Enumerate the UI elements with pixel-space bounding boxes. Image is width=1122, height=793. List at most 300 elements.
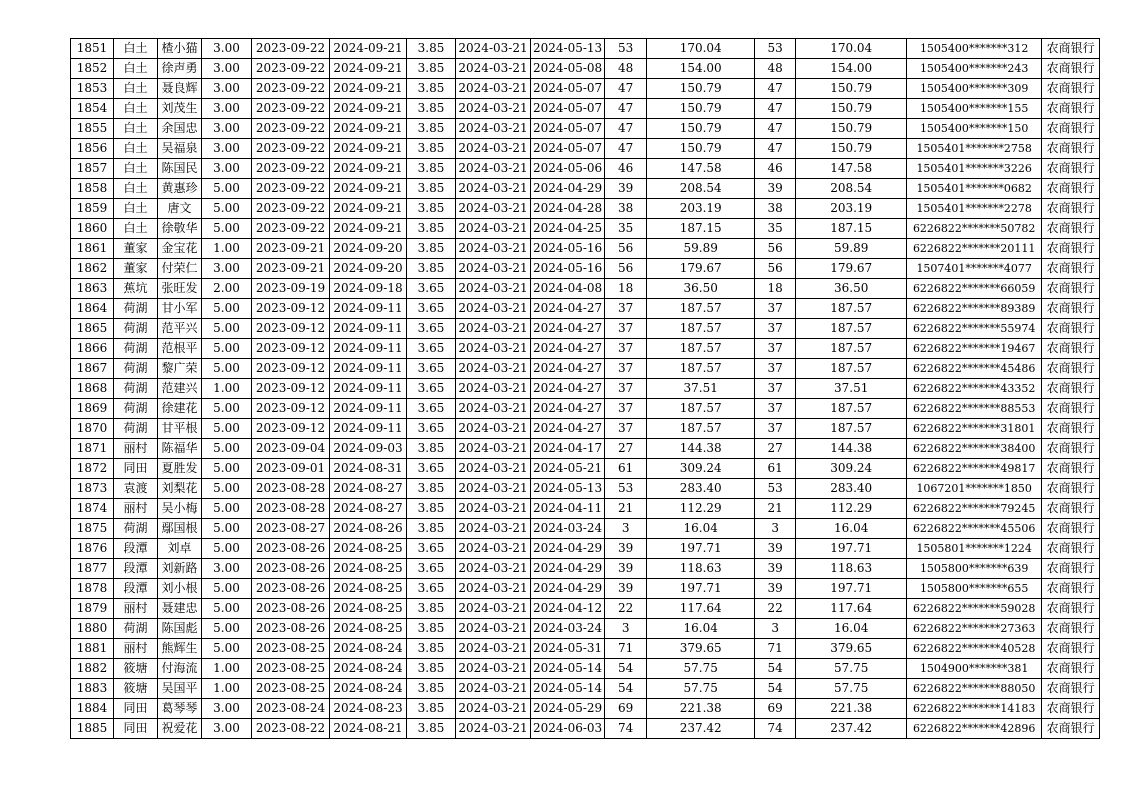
cell-interest-end: 2024-04-29 <box>531 539 605 559</box>
cell-village: 筱塘 <box>114 679 158 699</box>
cell-amount: 187.57 <box>796 399 907 419</box>
cell-interest-end: 2024-05-07 <box>531 99 605 119</box>
cell-start-date: 2023-08-27 <box>252 519 330 539</box>
cell-interest: 117.64 <box>647 599 755 619</box>
cell-amount: 187.57 <box>796 319 907 339</box>
cell-rate: 3.85 <box>407 119 456 139</box>
cell-days-2: 37 <box>755 399 796 419</box>
table-row <box>71 699 1100 719</box>
cell-days-2: 39 <box>755 579 796 599</box>
cell-amount: 283.40 <box>796 479 907 499</box>
table-row <box>71 199 1100 219</box>
cell-row-number: 1860 <box>71 219 114 239</box>
cell-rate: 3.65 <box>407 279 456 299</box>
cell-interest-end: 2024-04-17 <box>531 439 605 459</box>
cell-days: 37 <box>605 399 647 419</box>
cell-row-number: 1856 <box>71 139 114 159</box>
cell-village: 荷湖 <box>114 519 158 539</box>
cell-rate: 3.85 <box>407 719 456 739</box>
cell-interest: 16.04 <box>647 619 755 639</box>
cell-name: 金宝花 <box>158 239 202 259</box>
cell-interest: 118.63 <box>647 559 755 579</box>
cell-bank: 农商银行 <box>1042 519 1100 539</box>
table-row <box>71 299 1100 319</box>
cell-bank: 农商银行 <box>1042 479 1100 499</box>
table-row <box>71 139 1100 159</box>
cell-rate: 3.85 <box>407 699 456 719</box>
cell-amount: 118.63 <box>796 559 907 579</box>
cell-village: 白土 <box>114 119 158 139</box>
cell-rate: 3.85 <box>407 479 456 499</box>
cell-rate: 3.85 <box>407 659 456 679</box>
cell-row-number: 1863 <box>71 279 114 299</box>
cell-principal: 3.00 <box>202 79 252 99</box>
cell-account: 1505401*******3226 <box>907 159 1042 179</box>
cell-days: 3 <box>605 619 647 639</box>
cell-row-number: 1877 <box>71 559 114 579</box>
cell-start-date: 2023-08-28 <box>252 479 330 499</box>
cell-start-date: 2023-08-25 <box>252 679 330 699</box>
cell-end-date: 2024-09-18 <box>330 279 407 299</box>
cell-days-2: 56 <box>755 239 796 259</box>
cell-days: 39 <box>605 179 647 199</box>
cell-bank: 农商银行 <box>1042 299 1100 319</box>
cell-account: 6226822*******40528 <box>907 639 1042 659</box>
cell-end-date: 2024-08-25 <box>330 619 407 639</box>
cell-name: 陈福华 <box>158 439 202 459</box>
cell-amount: 150.79 <box>796 79 907 99</box>
cell-village: 白土 <box>114 159 158 179</box>
cell-account: 1505401*******0682 <box>907 179 1042 199</box>
cell-rate: 3.85 <box>407 79 456 99</box>
cell-rate: 3.85 <box>407 259 456 279</box>
cell-days-2: 54 <box>755 679 796 699</box>
cell-bank: 农商银行 <box>1042 259 1100 279</box>
cell-days: 47 <box>605 99 647 119</box>
cell-interest: 150.79 <box>647 79 755 99</box>
cell-interest-start: 2024-03-21 <box>456 79 531 99</box>
cell-amount: 379.65 <box>796 639 907 659</box>
cell-village: 荷湖 <box>114 419 158 439</box>
cell-interest-end: 2024-05-21 <box>531 459 605 479</box>
cell-bank: 农商银行 <box>1042 139 1100 159</box>
cell-days: 53 <box>605 39 647 59</box>
cell-days-2: 21 <box>755 499 796 519</box>
cell-days: 56 <box>605 259 647 279</box>
cell-name: 聂建忠 <box>158 599 202 619</box>
cell-bank: 农商银行 <box>1042 159 1100 179</box>
cell-interest: 170.04 <box>647 39 755 59</box>
cell-end-date: 2024-09-21 <box>330 59 407 79</box>
cell-end-date: 2024-09-21 <box>330 219 407 239</box>
cell-end-date: 2024-08-24 <box>330 659 407 679</box>
cell-rate: 3.65 <box>407 579 456 599</box>
cell-end-date: 2024-08-31 <box>330 459 407 479</box>
cell-interest-end: 2024-04-27 <box>531 419 605 439</box>
cell-end-date: 2024-08-25 <box>330 559 407 579</box>
cell-start-date: 2023-08-25 <box>252 659 330 679</box>
cell-start-date: 2023-09-22 <box>252 79 330 99</box>
table-row <box>71 159 1100 179</box>
cell-interest-end: 2024-05-14 <box>531 659 605 679</box>
cell-account: 6226822*******55974 <box>907 319 1042 339</box>
cell-rate: 3.85 <box>407 199 456 219</box>
cell-days: 35 <box>605 219 647 239</box>
cell-principal: 5.00 <box>202 459 252 479</box>
cell-amount: 59.89 <box>796 239 907 259</box>
cell-end-date: 2024-09-21 <box>330 159 407 179</box>
cell-account: 6226822*******45506 <box>907 519 1042 539</box>
cell-name: 楂小猫 <box>158 39 202 59</box>
table-row <box>71 619 1100 639</box>
cell-start-date: 2023-09-12 <box>252 299 330 319</box>
cell-name: 甘平根 <box>158 419 202 439</box>
cell-interest-start: 2024-03-21 <box>456 619 531 639</box>
table-row <box>71 599 1100 619</box>
cell-bank: 农商银行 <box>1042 79 1100 99</box>
cell-amount: 150.79 <box>796 139 907 159</box>
cell-row-number: 1868 <box>71 379 114 399</box>
cell-start-date: 2023-09-22 <box>252 119 330 139</box>
cell-days: 18 <box>605 279 647 299</box>
cell-village: 段潭 <box>114 579 158 599</box>
cell-account: 1505400*******243 <box>907 59 1042 79</box>
table-row <box>71 39 1100 59</box>
cell-village: 荷湖 <box>114 619 158 639</box>
cell-name: 刘小根 <box>158 579 202 599</box>
cell-start-date: 2023-08-26 <box>252 619 330 639</box>
cell-amount: 187.57 <box>796 419 907 439</box>
cell-row-number: 1883 <box>71 679 114 699</box>
cell-interest-start: 2024-03-21 <box>456 519 531 539</box>
cell-interest: 187.57 <box>647 399 755 419</box>
cell-interest-start: 2024-03-21 <box>456 439 531 459</box>
cell-interest-start: 2024-03-21 <box>456 299 531 319</box>
cell-village: 同田 <box>114 699 158 719</box>
cell-row-number: 1875 <box>71 519 114 539</box>
cell-name: 陈国民 <box>158 159 202 179</box>
cell-rate: 3.85 <box>407 679 456 699</box>
cell-end-date: 2024-09-21 <box>330 179 407 199</box>
cell-rate: 3.65 <box>407 539 456 559</box>
cell-principal: 3.00 <box>202 259 252 279</box>
cell-account: 1505801*******1224 <box>907 539 1042 559</box>
cell-amount: 208.54 <box>796 179 907 199</box>
cell-name: 陈国彪 <box>158 619 202 639</box>
cell-interest-start: 2024-03-21 <box>456 359 531 379</box>
cell-interest-start: 2024-03-21 <box>456 159 531 179</box>
cell-village: 白土 <box>114 199 158 219</box>
cell-interest: 203.19 <box>647 199 755 219</box>
cell-rate: 3.85 <box>407 99 456 119</box>
cell-days-2: 3 <box>755 519 796 539</box>
cell-end-date: 2024-09-03 <box>330 439 407 459</box>
cell-interest-end: 2024-04-27 <box>531 319 605 339</box>
cell-name: 甘小军 <box>158 299 202 319</box>
cell-bank: 农商银行 <box>1042 499 1100 519</box>
cell-principal: 1.00 <box>202 659 252 679</box>
cell-rate: 3.65 <box>407 359 456 379</box>
cell-bank: 农商银行 <box>1042 639 1100 659</box>
cell-end-date: 2024-08-26 <box>330 519 407 539</box>
cell-start-date: 2023-09-12 <box>252 379 330 399</box>
cell-interest-start: 2024-03-21 <box>456 379 531 399</box>
cell-end-date: 2024-08-24 <box>330 639 407 659</box>
cell-end-date: 2024-09-21 <box>330 79 407 99</box>
cell-bank: 农商银行 <box>1042 39 1100 59</box>
table-row <box>71 279 1100 299</box>
cell-name: 吴小梅 <box>158 499 202 519</box>
cell-days-2: 61 <box>755 459 796 479</box>
cell-bank: 农商银行 <box>1042 339 1100 359</box>
cell-account: 1505401*******2278 <box>907 199 1042 219</box>
cell-bank: 农商银行 <box>1042 619 1100 639</box>
cell-end-date: 2024-09-11 <box>330 339 407 359</box>
cell-bank: 农商银行 <box>1042 539 1100 559</box>
cell-amount: 57.75 <box>796 659 907 679</box>
table-row <box>71 179 1100 199</box>
cell-village: 荷湖 <box>114 339 158 359</box>
cell-name: 黎广荣 <box>158 359 202 379</box>
cell-bank: 农商银行 <box>1042 719 1100 739</box>
cell-principal: 5.00 <box>202 619 252 639</box>
cell-row-number: 1880 <box>71 619 114 639</box>
cell-interest-start: 2024-03-21 <box>456 139 531 159</box>
cell-interest-end: 2024-05-07 <box>531 139 605 159</box>
cell-start-date: 2023-09-22 <box>252 39 330 59</box>
cell-rate: 3.65 <box>407 419 456 439</box>
cell-bank: 农商银行 <box>1042 599 1100 619</box>
cell-row-number: 1885 <box>71 719 114 739</box>
cell-village: 同田 <box>114 719 158 739</box>
cell-interest-start: 2024-03-21 <box>456 579 531 599</box>
cell-name: 范平兴 <box>158 319 202 339</box>
cell-days: 69 <box>605 699 647 719</box>
cell-days-2: 53 <box>755 39 796 59</box>
cell-amount: 150.79 <box>796 119 907 139</box>
cell-interest: 187.57 <box>647 419 755 439</box>
cell-interest-end: 2024-04-12 <box>531 599 605 619</box>
cell-days-2: 47 <box>755 79 796 99</box>
cell-amount: 197.71 <box>796 539 907 559</box>
cell-principal: 3.00 <box>202 159 252 179</box>
cell-interest: 237.42 <box>647 719 755 739</box>
cell-days-2: 37 <box>755 339 796 359</box>
cell-village: 段潭 <box>114 559 158 579</box>
cell-end-date: 2024-09-21 <box>330 99 407 119</box>
cell-village: 白土 <box>114 219 158 239</box>
cell-amount: 16.04 <box>796 619 907 639</box>
cell-interest-start: 2024-03-21 <box>456 119 531 139</box>
cell-account: 6226822*******66059 <box>907 279 1042 299</box>
cell-account: 6226822*******45486 <box>907 359 1042 379</box>
cell-amount: 112.29 <box>796 499 907 519</box>
cell-row-number: 1862 <box>71 259 114 279</box>
cell-interest: 379.65 <box>647 639 755 659</box>
cell-account: 1505800*******639 <box>907 559 1042 579</box>
cell-village: 筱塘 <box>114 659 158 679</box>
cell-account: 1505400*******155 <box>907 99 1042 119</box>
cell-days: 71 <box>605 639 647 659</box>
cell-row-number: 1853 <box>71 79 114 99</box>
cell-principal: 1.00 <box>202 239 252 259</box>
cell-bank: 农商银行 <box>1042 419 1100 439</box>
cell-account: 6226822*******59028 <box>907 599 1042 619</box>
cell-days: 3 <box>605 519 647 539</box>
cell-start-date: 2023-09-01 <box>252 459 330 479</box>
cell-principal: 5.00 <box>202 539 252 559</box>
cell-days-2: 48 <box>755 59 796 79</box>
cell-days: 47 <box>605 139 647 159</box>
cell-interest-start: 2024-03-21 <box>456 399 531 419</box>
cell-interest-end: 2024-05-16 <box>531 239 605 259</box>
cell-rate: 3.85 <box>407 499 456 519</box>
cell-row-number: 1867 <box>71 359 114 379</box>
cell-amount: 37.51 <box>796 379 907 399</box>
cell-interest: 112.29 <box>647 499 755 519</box>
cell-interest: 37.51 <box>647 379 755 399</box>
cell-name: 祝爱花 <box>158 719 202 739</box>
cell-name: 余国忠 <box>158 119 202 139</box>
table-row <box>71 79 1100 99</box>
table-row <box>71 519 1100 539</box>
cell-interest-end: 2024-05-07 <box>531 79 605 99</box>
cell-row-number: 1874 <box>71 499 114 519</box>
cell-interest-end: 2024-04-11 <box>531 499 605 519</box>
cell-interest: 57.75 <box>647 679 755 699</box>
cell-end-date: 2024-08-25 <box>330 599 407 619</box>
cell-rate: 3.85 <box>407 639 456 659</box>
cell-interest-end: 2024-05-13 <box>531 479 605 499</box>
table-row <box>71 379 1100 399</box>
cell-account: 6226822*******20111 <box>907 239 1042 259</box>
cell-interest-start: 2024-03-21 <box>456 499 531 519</box>
cell-principal: 5.00 <box>202 359 252 379</box>
cell-village: 白土 <box>114 39 158 59</box>
cell-name: 范根平 <box>158 339 202 359</box>
cell-interest-start: 2024-03-21 <box>456 319 531 339</box>
cell-principal: 5.00 <box>202 339 252 359</box>
cell-account: 6226822*******27363 <box>907 619 1042 639</box>
cell-start-date: 2023-08-28 <box>252 499 330 519</box>
cell-interest-end: 2024-05-31 <box>531 639 605 659</box>
cell-bank: 农商银行 <box>1042 119 1100 139</box>
cell-account: 6226822*******79245 <box>907 499 1042 519</box>
table-row <box>71 459 1100 479</box>
cell-start-date: 2023-08-25 <box>252 639 330 659</box>
cell-interest: 208.54 <box>647 179 755 199</box>
cell-interest: 197.71 <box>647 579 755 599</box>
cell-name: 葛琴琴 <box>158 699 202 719</box>
cell-days-2: 37 <box>755 319 796 339</box>
cell-principal: 5.00 <box>202 219 252 239</box>
cell-bank: 农商银行 <box>1042 279 1100 299</box>
cell-interest-end: 2024-04-08 <box>531 279 605 299</box>
cell-row-number: 1855 <box>71 119 114 139</box>
cell-account: 1504900*******381 <box>907 659 1042 679</box>
cell-interest: 187.57 <box>647 299 755 319</box>
cell-village: 丽村 <box>114 499 158 519</box>
cell-interest-start: 2024-03-21 <box>456 59 531 79</box>
cell-days-2: 46 <box>755 159 796 179</box>
cell-days: 21 <box>605 499 647 519</box>
cell-start-date: 2023-09-12 <box>252 399 330 419</box>
cell-name: 付荣仁 <box>158 259 202 279</box>
cell-rate: 3.85 <box>407 619 456 639</box>
cell-row-number: 1871 <box>71 439 114 459</box>
cell-interest-start: 2024-03-21 <box>456 179 531 199</box>
cell-interest: 150.79 <box>647 99 755 119</box>
cell-principal: 3.00 <box>202 559 252 579</box>
cell-start-date: 2023-09-22 <box>252 199 330 219</box>
cell-name: 黄惠珍 <box>158 179 202 199</box>
cell-account: 6226822*******49817 <box>907 459 1042 479</box>
cell-principal: 5.00 <box>202 499 252 519</box>
cell-days-2: 54 <box>755 659 796 679</box>
table-row <box>71 539 1100 559</box>
cell-bank: 农商银行 <box>1042 199 1100 219</box>
cell-rate: 3.65 <box>407 399 456 419</box>
cell-rate: 3.65 <box>407 459 456 479</box>
cell-interest-start: 2024-03-21 <box>456 419 531 439</box>
cell-interest-end: 2024-04-28 <box>531 199 605 219</box>
cell-row-number: 1861 <box>71 239 114 259</box>
cell-days-2: 39 <box>755 179 796 199</box>
cell-principal: 2.00 <box>202 279 252 299</box>
table-row <box>71 579 1100 599</box>
cell-principal: 5.00 <box>202 319 252 339</box>
table-body <box>71 39 1100 739</box>
cell-end-date: 2024-08-27 <box>330 479 407 499</box>
cell-bank: 农商银行 <box>1042 379 1100 399</box>
cell-interest-end: 2024-05-14 <box>531 679 605 699</box>
cell-start-date: 2023-08-26 <box>252 559 330 579</box>
cell-days-2: 3 <box>755 619 796 639</box>
cell-end-date: 2024-09-20 <box>330 259 407 279</box>
cell-name: 鄢国根 <box>158 519 202 539</box>
cell-end-date: 2024-08-24 <box>330 679 407 699</box>
cell-interest-start: 2024-03-21 <box>456 339 531 359</box>
cell-rate: 3.85 <box>407 39 456 59</box>
cell-end-date: 2024-09-11 <box>330 299 407 319</box>
cell-amount: 57.75 <box>796 679 907 699</box>
cell-interest-start: 2024-03-21 <box>456 459 531 479</box>
cell-end-date: 2024-09-11 <box>330 419 407 439</box>
cell-end-date: 2024-09-21 <box>330 139 407 159</box>
cell-account: 6226822*******50782 <box>907 219 1042 239</box>
cell-village: 荷湖 <box>114 299 158 319</box>
cell-interest-end: 2024-04-27 <box>531 299 605 319</box>
cell-name: 唐文 <box>158 199 202 219</box>
cell-row-number: 1857 <box>71 159 114 179</box>
cell-village: 白土 <box>114 59 158 79</box>
table-row <box>71 639 1100 659</box>
cell-days-2: 37 <box>755 359 796 379</box>
cell-account: 1507401*******4077 <box>907 259 1042 279</box>
cell-row-number: 1865 <box>71 319 114 339</box>
cell-name: 徐建花 <box>158 399 202 419</box>
cell-principal: 5.00 <box>202 439 252 459</box>
cell-start-date: 2023-09-22 <box>252 219 330 239</box>
cell-start-date: 2023-09-21 <box>252 259 330 279</box>
cell-account: 6226822*******42896 <box>907 719 1042 739</box>
cell-days: 39 <box>605 539 647 559</box>
cell-interest-end: 2024-04-27 <box>531 339 605 359</box>
cell-days: 54 <box>605 659 647 679</box>
cell-end-date: 2024-09-20 <box>330 239 407 259</box>
cell-days-2: 18 <box>755 279 796 299</box>
cell-village: 董家 <box>114 239 158 259</box>
